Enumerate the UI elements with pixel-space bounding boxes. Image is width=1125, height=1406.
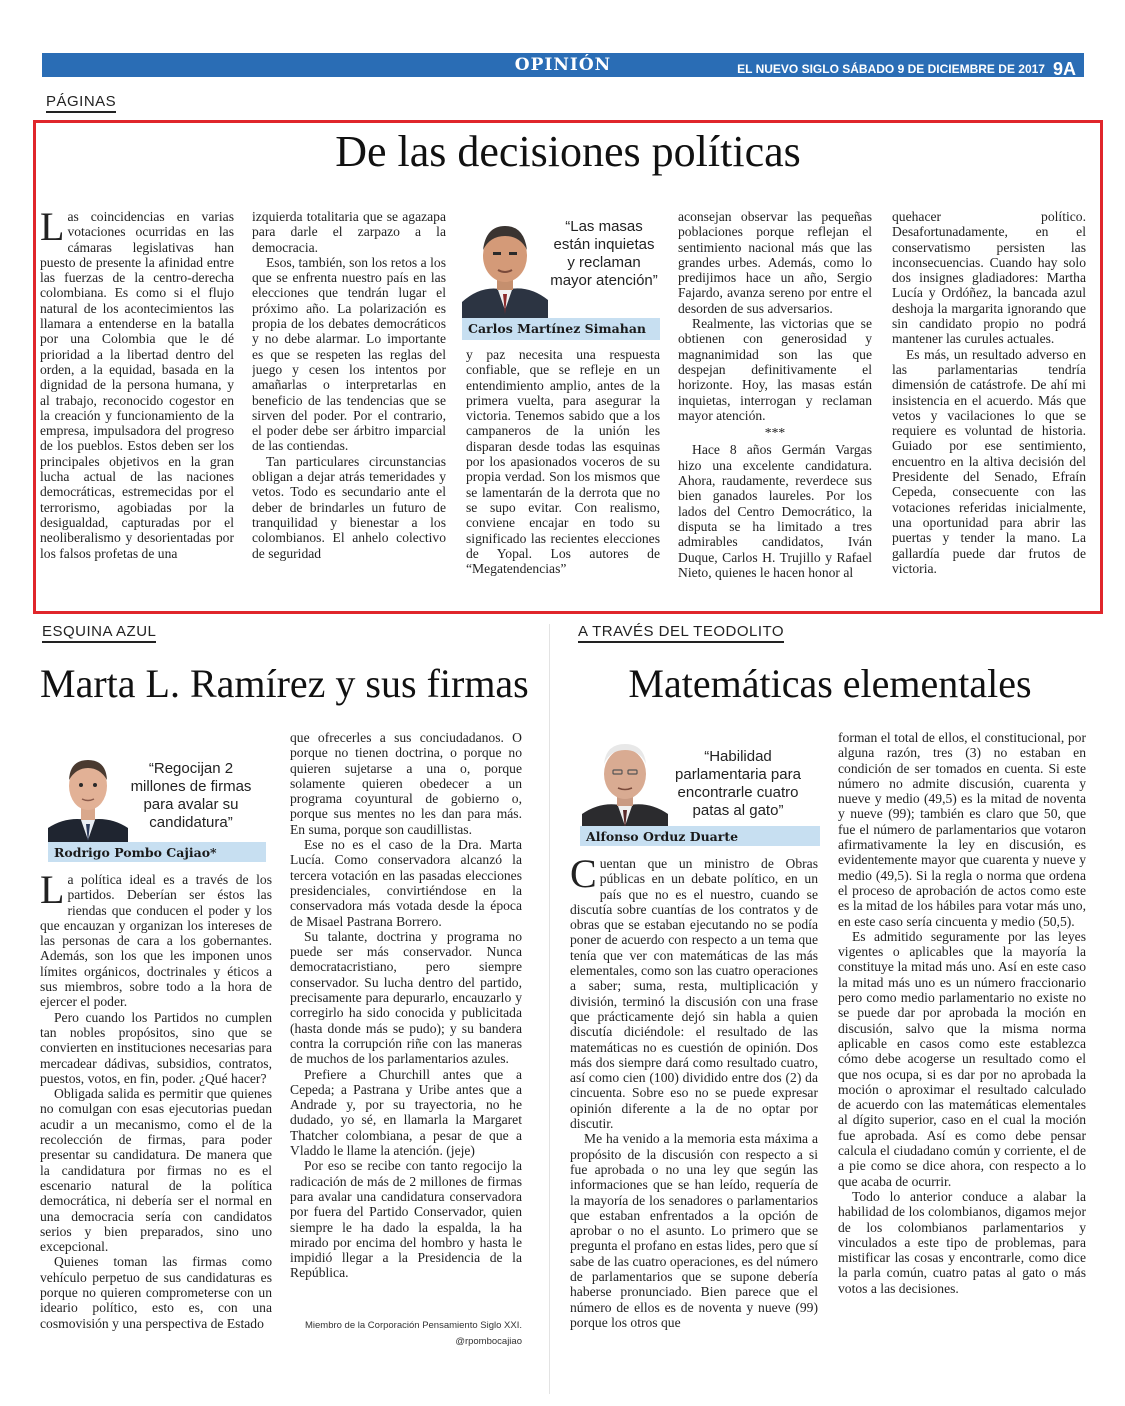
publication-date-line: EL NUEVO SIGLO SÁBADO 9 DE DICIEMBRE DE 2017: [737, 62, 1045, 76]
article1-col2-p3: Tan particulares circunstancias obligan a dejar atrás temeridades y vetos. Todo es secundario ante el deber de brindarles un futuro de tranquilidad y bienestar a los colombianos. El anhelo colectivo de seguridad: [252, 453, 446, 561]
page-number: 9A: [1052, 59, 1076, 79]
article1-col3-text: y paz necesita una respuesta confiable, que se refleje en un entendimiento amplio, antes de la primera vuelta, para asegurar la victoria. Tenemos sabido que a los campaneros de la unión les disparan desde todas las esquinas por los apasionados voceros de su propia verdad. Son los mismos que se lamentarán de la derrota que no se supo evitar. Con realismo, conviene encajar en todo su significado las recientes elecciones de Yopal. Los autores de “Megatendencias”: [466, 347, 660, 577]
article1-col2-p2: Esos, también, son los retos a los que se enfrenta nuestro país en las elecciones que tendrán lugar el próximo año. La polarización es propia de los debates democráticos y no debe alarmar. Lo importante es que se respeten las reglas del juego y cesen los intentos por amañarlas o interpretarlas en beneficio de las tendencias que se sirven del poder. Por el contrario, el poder debe ser árbitro imparcial de las contiendas.: [252, 254, 446, 454]
article1-col2-p1: izquierda totalitaria que se agazapa para darle el zarpazo a la democracia.: [252, 209, 446, 255]
article2-author-name: Rodrigo Pombo Cajiao*: [48, 842, 266, 862]
article2-col2-p1: que ofrecerles a sus conciudadanos. O porque no tienen doctrina, o porque no quieren sujetarse a una o, porque solamente quieren obedecer a un programa coyuntural de gobierno o, porque sus mentes no les dan para más. En suma, porque son caudillistas.: [290, 730, 522, 837]
article1-kicker: PÁGINAS: [46, 93, 116, 113]
page-header-bar: [42, 53, 1084, 77]
article1-author-name: Carlos Martínez Simahan: [462, 318, 660, 340]
article2-col2-p4: Prefiere a Churchill antes que a Cepeda; a Pastrana y Uribe antes que a Andrade y, por su trayectoria, no he dudado, yo sé, en llamarla la Margaret Thatcher colombiana, a pesar de que a Vladdo le llame la atención. (jeje): [290, 1066, 522, 1159]
article1-pull-quote: “Las masas están inquietas y reclaman mayor atención”: [550, 218, 658, 289]
article1-column-4: [678, 209, 872, 589]
article3-column-1: [570, 856, 818, 1394]
column-divider: [549, 624, 550, 1394]
article3-pull-quote: “Habilidad parlamentaria para encontrarle cuatro patas al gato”: [675, 748, 801, 819]
author-photo-carlos-martinez: [462, 214, 548, 318]
article3-dropcap: C: [570, 856, 597, 896]
article2-col1-p1-text: a política ideal es a través de los partidos. Deberían ser éstos las riendas que conducen el poder y los que encauzan y organizan los intereses de las personas de cara a los gobernantes. Además, son los que les imponen unos límites orgánicos, doctrinales y éticos a sus miembros, sobre todo a la hora de ejercer el poder.: [40, 872, 272, 1010]
article3-col1-p2: Me ha venido a la memoria esta máxima a propósito de la discusión con respecto a si fue aprobada o no una ley que según las informaciones que se han leído, requería de la mayoría de los senadores o parlamentarios que estaban enfrentados a la opción de aprobar o no el asunto. Lo primero que se pregunta el profano en estas lides, pero que sí sabe de las cuatro operaciones, es del número de parlamentarios que se supone debería haberse pronunciado. Bien parece que el número de ellos es de noventa y nueve (99) porque los otros que: [570, 1131, 818, 1330]
article1-column-2: [252, 209, 446, 589]
article2-col1-p2: Pero cuando los Partidos no cumplen tan nobles propósitos, sino que se convierten en instituciones necesarias para mercadear dádivas, subsidios, contratos, puestos, votos, en fin, poder. ¿Qué hacer?: [40, 1009, 272, 1086]
article2-col2-p5: Por eso se recibe con tanto regocijo la radicación de más de 2 millones de firmas para avalar una candidatura conservadora por fuera del Partido Conservador, quien siempre le ha dado la espalda, la ha mirado por encima del hombro y hasta le impidió llegar a la Presidencia de la República.: [290, 1158, 522, 1281]
article1-col5-p1: quehacer político. Desafortunadamente, en el conservatismo persisten las inconsecuencias. Cuando hay solo dos insignes gladiadores: Martha Lucía y Ordóñez, la bancada azul deshoja la margarita ignorando que sin candidato propio no podrá mantener las curules actuales.: [892, 209, 1086, 347]
article2-col1-p1: [40, 872, 272, 1010]
article1-col5-p2: Es más, un resultado adverso en las parlamentarias tendría dimensión de catástrofe. De ahí mi insistencia en el acuerdo. Más que vetos y vacilaciones lo que se requiere es voluntad de historia. Guiado por ese sentimiento, encuentro en la altiva decisión del Presidente del Senado, Efraín Cepeda, consecuente con las votaciones referidas inicialmente, una oportunidad para abrir las puertas y tender la mano. La gallardía puede dar frutos de victoria.: [892, 346, 1086, 576]
article3-kicker: A TRAVÉS DEL TEODOLITO: [578, 623, 784, 643]
article2-social-handle: @rpombocajiao: [455, 1336, 522, 1347]
article2-col1-p4: Quienes toman las firmas como vehículo perpetuo de sus candidaturas es porque no quieren comprometerse con un ideario político, esto es, con una cosmovisión y una perspectiva de Estado: [40, 1254, 272, 1331]
publication-info: [737, 57, 1076, 78]
article2-pull-quote: “Regocijan 2 millones de firmas para avalar su candidatura”: [130, 760, 252, 831]
article2-kicker: ESQUINA AZUL: [42, 623, 156, 643]
article2-col2-p2: Ese no es el caso de la Dra. Marta Lucía. Como conservadora alcanzó la tercera votación en las pasadas elecciones presidenciales, convirtiéndose en la conservadora más votada desde la época de Misael Pastrana Borrero.: [290, 837, 522, 929]
article3-col2-p1: forman el total de ellos, el constitucional, por alguna razón, tres (3) no estaban en condición de ser tomados en cuenta. Si este número no admite discusión, cuarenta y nueve y medio (49,5) es la mitad de noventa y nueve (99); también es claro que 50, que fue el número de parlamentarios que votaron afirmativamente la ley en discusión, es evidentemente mayor que cuarenta y nueve y medio (49,5). Si la regla o norma que ordena el proceso de aprobación de actos como este es la mitad de los hábiles para votar más uno, en este caso sería cincuenta y medio (50,5).: [838, 730, 1086, 929]
article1-col4-p3: Hace 8 años Germán Vargas hizo una excelente candidatura. Ahora, raudamente, reverdece sus bien ganados laureles. Por los lados del Centro Democrático, la disputa se ha limitado a tres admirables candidatos, Iván Duque, Carlos H. Trujillo y Rafael Nieto, quienes le hacen honor al: [678, 442, 872, 580]
article1-title: De las decisiones políticas: [335, 127, 801, 176]
article2-dropcap: L: [40, 872, 65, 912]
article2-column-1: [40, 872, 272, 1394]
article1-col4-p1: aconsejan observar las pequeñas poblaciones porque reflejan el sentimiento nacional más que las grandes urbes. Además, como lo predijimos hace un año, Sergio Fajardo, avanza sereno por entre el desorden de sus adversarios.: [678, 209, 872, 316]
article2-footnote: Miembro de la Corporación Pensamiento Siglo XXI.: [304, 1320, 522, 1331]
article3-author-name: Alfonso Orduz Duarte: [580, 826, 820, 846]
author-photo-rodrigo-pombo: [48, 748, 128, 842]
article2-column-2: [290, 730, 522, 1318]
article1-column-3: [466, 347, 660, 589]
article2-title: Marta L. Ramírez y sus firmas: [40, 661, 529, 706]
article2-col2-p3: Su talante, doctrina y programa no puede ser más conservador. Nunca democratacristiano, pero siempre conservador. Su lucha dentro del partido, precisamente para depurarlo, encauzarlo y corregirlo ha sido conocida y publicitada (hasta donde más se pudo); y su bandera contra la corrupción riñe con las maneras de muchos de los parlamentarios azules.: [290, 928, 522, 1067]
article1-paragraph: [40, 209, 234, 561]
article1-col4-p2: Realmente, las victorias que se obtienen con generosidad y magnanimidad son las que despejan definitivamente el horizonte. Hoy, las masas están inquietas, interrogan y reclaman mayor atención.: [678, 316, 872, 423]
article3-column-2: [838, 730, 1086, 1394]
section-title: OPINIÓN: [514, 55, 612, 75]
article2-col1-p3: Obligada salida es permitir que quienes no comulgan con esas ejecutorias puedan acudir a un mecanismo, como el de la recolección de firmas, para poder presentar su candidatura. De manera que la candidatura por firmas no es el escenario natural de la política democrática, ni debería ser el normal en una democracia sería con candidatos serios y bien preparados, sino uno excepcional.: [40, 1086, 272, 1255]
article3-col1-p1: [570, 856, 818, 1131]
article3-col2-p3: Todo lo anterior conduce a alabar la habilidad de los colombianos, digamos mejor de los colombianos parlamentarios y vinculados a este tipo de problemas, para mistificar las cosas y encontrarle, como dice la parla común, cuatro patas al gato o más votos a las decisiones.: [838, 1188, 1086, 1296]
article1-separator: ***: [764, 425, 786, 441]
author-photo-alfonso-orduz: [582, 734, 668, 830]
article1-column-1: [40, 209, 234, 589]
article1-dropcap: L: [40, 209, 65, 249]
article3-col1-p1-text: uentan que un ministro de Obras públicas en un debate político, en un país que no es el nuestro, cuando se discutía sobre cuantías de los contratos y de obras que se estaban ejecutando no se podía poner de acuerdo con respecto a un tema que tenía que ver con matemáticas de las más elementales, como son las cuatro operaciones a saber; suma, resta, multiplicación y división, terminó la discusión con una frase que prácticamente dejó sin habla a quien discutía diciéndole: el resultado de las matemáticas no es cuestión de opinión. Dos más dos siempre dará como resultado cuatro, así como cien (100) dividido entre dos (2) da cincuenta. Sobre eso no se puede expresar opinión diferente a la de no optar por discutir.: [570, 856, 818, 1132]
article1-column-5: [892, 209, 1086, 589]
article3-col2-p2: Es admitido seguramente por las leyes vigentes o aplicables que la mayoría la constituye la mitad más uno. Así en este caso la mitad más uno es un número fraccionario pero como medio parlamentario no existe no se puede dar por aprobada la moción en discusión, salvo que la misma norma aplicable en casos como este establezca cómo debe acogerse un resultado como el que nos ocupa, si es dar por no aprobada la moción o aproximar el resultado calculado de acuerdo con las matemáticas elementales al dígito superior, caso en el cual la moción fue aprobada. Así es como debe pensar calcula el ciudadano común y corriente, el de a pie como se dice ahora, con respecto a lo que acaba de ocurrir.: [838, 928, 1086, 1189]
article1-col1-text: as coincidencias en varias votaciones ocurridas en las cámaras legislativas han puesto de presente la afinidad entre las fuerzas de la centro-derecha colombiana. Es como si el flujo natural de los acontecimientos las llamara a entenderse en la batalla por una Colombia que le dé prioridad a la libertad dentro del orden, a la equidad, basada en la dignidad de la persona humana, y al trabajo, reconocido cogestor en la creación y funcionamiento de la empresa, impulsadora del progreso de los pueblos. Estos deben ser los principales objetivos en la gran lucha actual de las naciones democráticas, estremecidas por el terrorismo, agobiadas por la desigualdad, capturadas por el neoliberalismo y desorientadas por los falsos profetas de una: [40, 209, 234, 561]
article3-title: Matemáticas elementales: [628, 661, 1032, 706]
